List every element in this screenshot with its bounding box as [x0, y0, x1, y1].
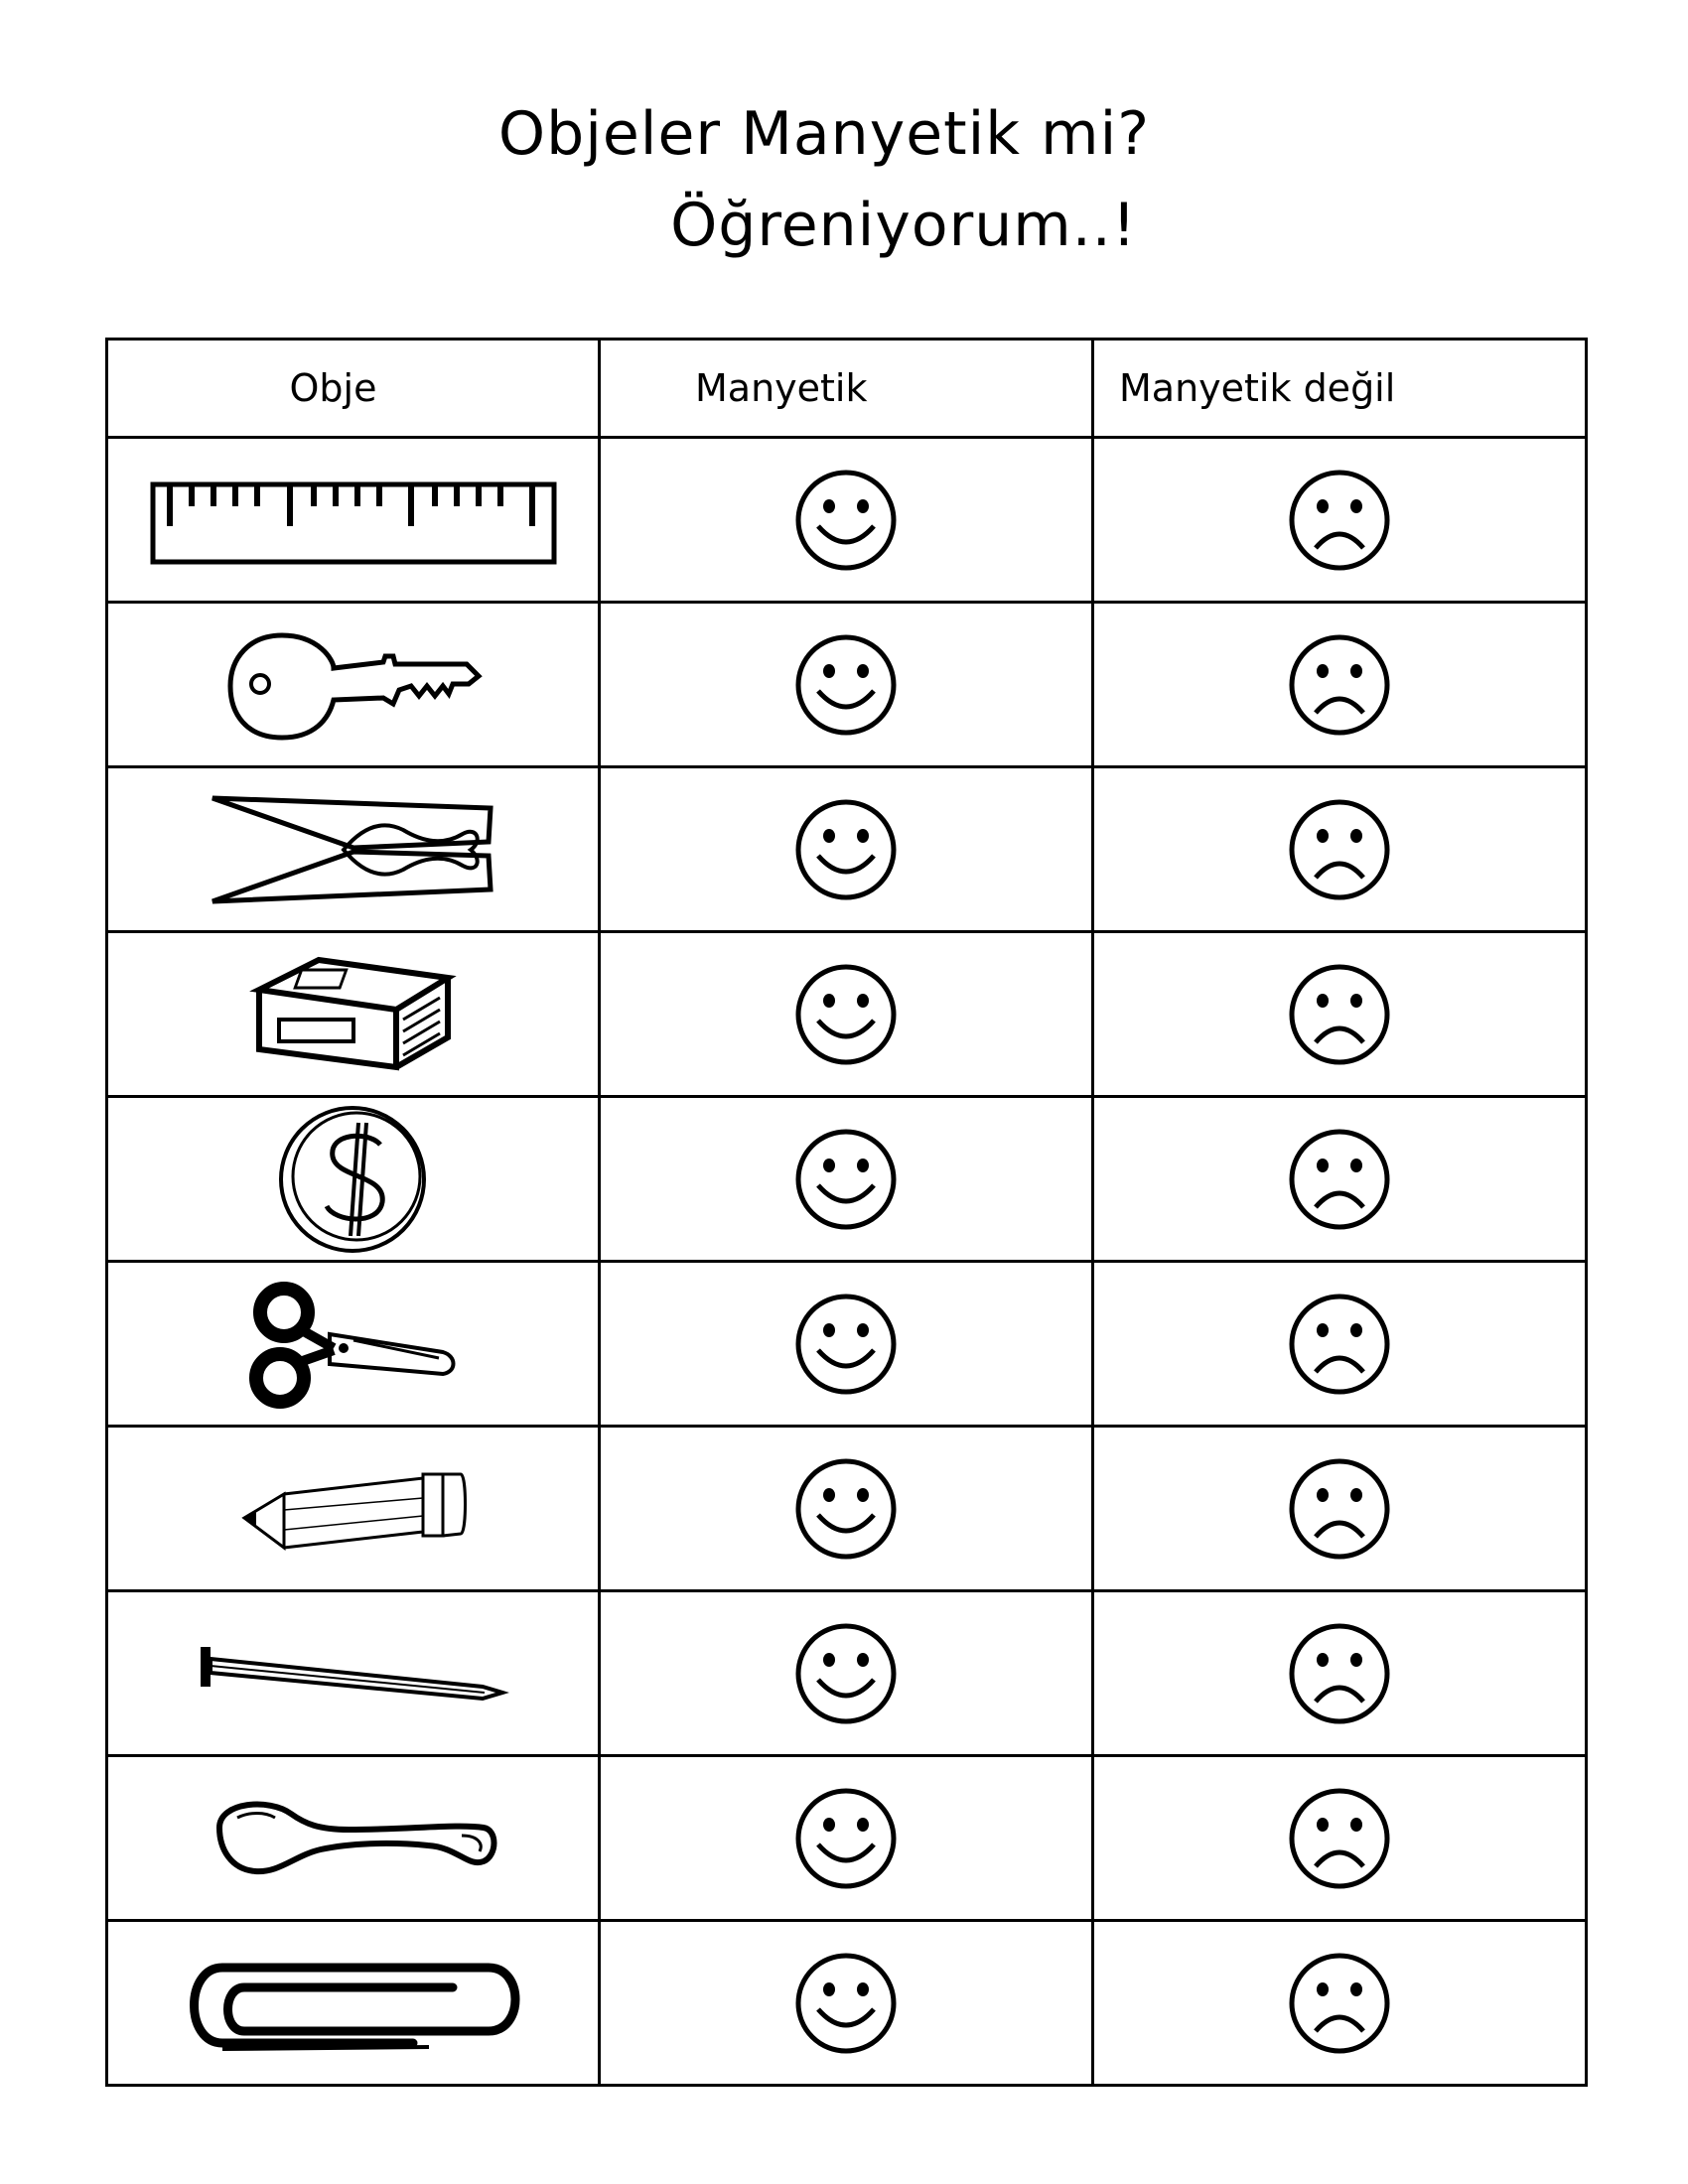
table-row	[107, 1756, 1587, 1921]
sad-face-icon[interactable]	[1288, 1293, 1391, 1396]
happy-face-icon[interactable]	[794, 1952, 898, 2055]
not-magnetic-cell[interactable]	[1093, 1097, 1587, 1262]
table-row	[107, 932, 1587, 1097]
table-row	[107, 1262, 1587, 1427]
table-row	[107, 1921, 1587, 2086]
happy-face-icon[interactable]	[794, 633, 898, 737]
object-cell	[107, 1262, 600, 1427]
not-magnetic-cell[interactable]	[1093, 767, 1587, 932]
happy-face-icon[interactable]	[794, 1457, 898, 1561]
happy-face-icon[interactable]	[794, 963, 898, 1066]
book-icon	[249, 950, 458, 1079]
object-cell	[107, 603, 600, 767]
sad-face-icon[interactable]	[1288, 1622, 1391, 1725]
pencil-icon	[234, 1464, 473, 1554]
not-magnetic-cell[interactable]	[1093, 1427, 1587, 1591]
happy-face-icon[interactable]	[794, 1622, 898, 1725]
table-row	[107, 603, 1587, 767]
not-magnetic-cell[interactable]	[1093, 1591, 1587, 1756]
happy-face-icon[interactable]	[794, 469, 898, 572]
object-cell	[107, 1591, 600, 1756]
object-cell	[107, 932, 600, 1097]
key-icon	[224, 620, 483, 750]
table-row	[107, 1591, 1587, 1756]
table-row	[107, 1427, 1587, 1591]
happy-face-icon[interactable]	[794, 1128, 898, 1231]
sad-face-icon[interactable]	[1288, 798, 1391, 901]
table-row	[107, 767, 1587, 932]
clothespin-icon	[205, 790, 502, 909]
not-magnetic-cell[interactable]	[1093, 1756, 1587, 1921]
sad-face-icon[interactable]	[1288, 1787, 1391, 1890]
happy-face-icon[interactable]	[794, 1787, 898, 1890]
scissors-icon	[244, 1275, 463, 1414]
not-magnetic-cell[interactable]	[1093, 1262, 1587, 1427]
happy-face-icon[interactable]	[794, 1293, 898, 1396]
not-magnetic-cell[interactable]	[1093, 932, 1587, 1097]
header-magnetic: Manyetik	[600, 340, 1093, 438]
spoon-icon	[210, 1784, 497, 1893]
header-not-magnetic: Manyetik değil	[1093, 340, 1587, 438]
coin-icon	[269, 1105, 438, 1254]
sad-face-icon[interactable]	[1288, 1128, 1391, 1231]
object-cell	[107, 1427, 600, 1591]
paperclip-icon	[175, 1944, 532, 2063]
header-object: Obje	[107, 340, 600, 438]
sad-face-icon[interactable]	[1288, 1457, 1391, 1561]
object-cell	[107, 767, 600, 932]
not-magnetic-cell[interactable]	[1093, 603, 1587, 767]
nail-icon	[195, 1629, 512, 1718]
magnetic-cell[interactable]	[600, 1427, 1093, 1591]
page-subtitle: Öğreniyorum..!	[670, 191, 1137, 260]
table-row	[107, 438, 1587, 603]
object-cell	[107, 1097, 600, 1262]
sad-face-icon[interactable]	[1288, 469, 1391, 572]
magnetic-cell[interactable]	[600, 1591, 1093, 1756]
sad-face-icon[interactable]	[1288, 963, 1391, 1066]
object-cell	[107, 1756, 600, 1921]
magnetic-cell[interactable]	[600, 1262, 1093, 1427]
object-cell	[107, 438, 600, 603]
not-magnetic-cell[interactable]	[1093, 438, 1587, 603]
magnetic-cell[interactable]	[600, 1921, 1093, 2086]
page-title: Objeler Manyetik mi?	[497, 99, 1151, 169]
magnetic-cell[interactable]	[600, 932, 1093, 1097]
magnetic-cell[interactable]	[600, 1097, 1093, 1262]
ruler-icon	[145, 471, 562, 570]
happy-face-icon[interactable]	[794, 798, 898, 901]
header-row	[107, 340, 1587, 438]
magnetic-cell[interactable]	[600, 1756, 1093, 1921]
sad-face-icon[interactable]	[1288, 633, 1391, 737]
not-magnetic-cell[interactable]	[1093, 1921, 1587, 2086]
magnetic-cell[interactable]	[600, 438, 1093, 603]
worksheet-table	[105, 338, 1588, 2087]
magnetic-cell[interactable]	[600, 767, 1093, 932]
magnetic-cell[interactable]	[600, 603, 1093, 767]
sad-face-icon[interactable]	[1288, 1952, 1391, 2055]
table-row	[107, 1097, 1587, 1262]
object-cell	[107, 1921, 600, 2086]
